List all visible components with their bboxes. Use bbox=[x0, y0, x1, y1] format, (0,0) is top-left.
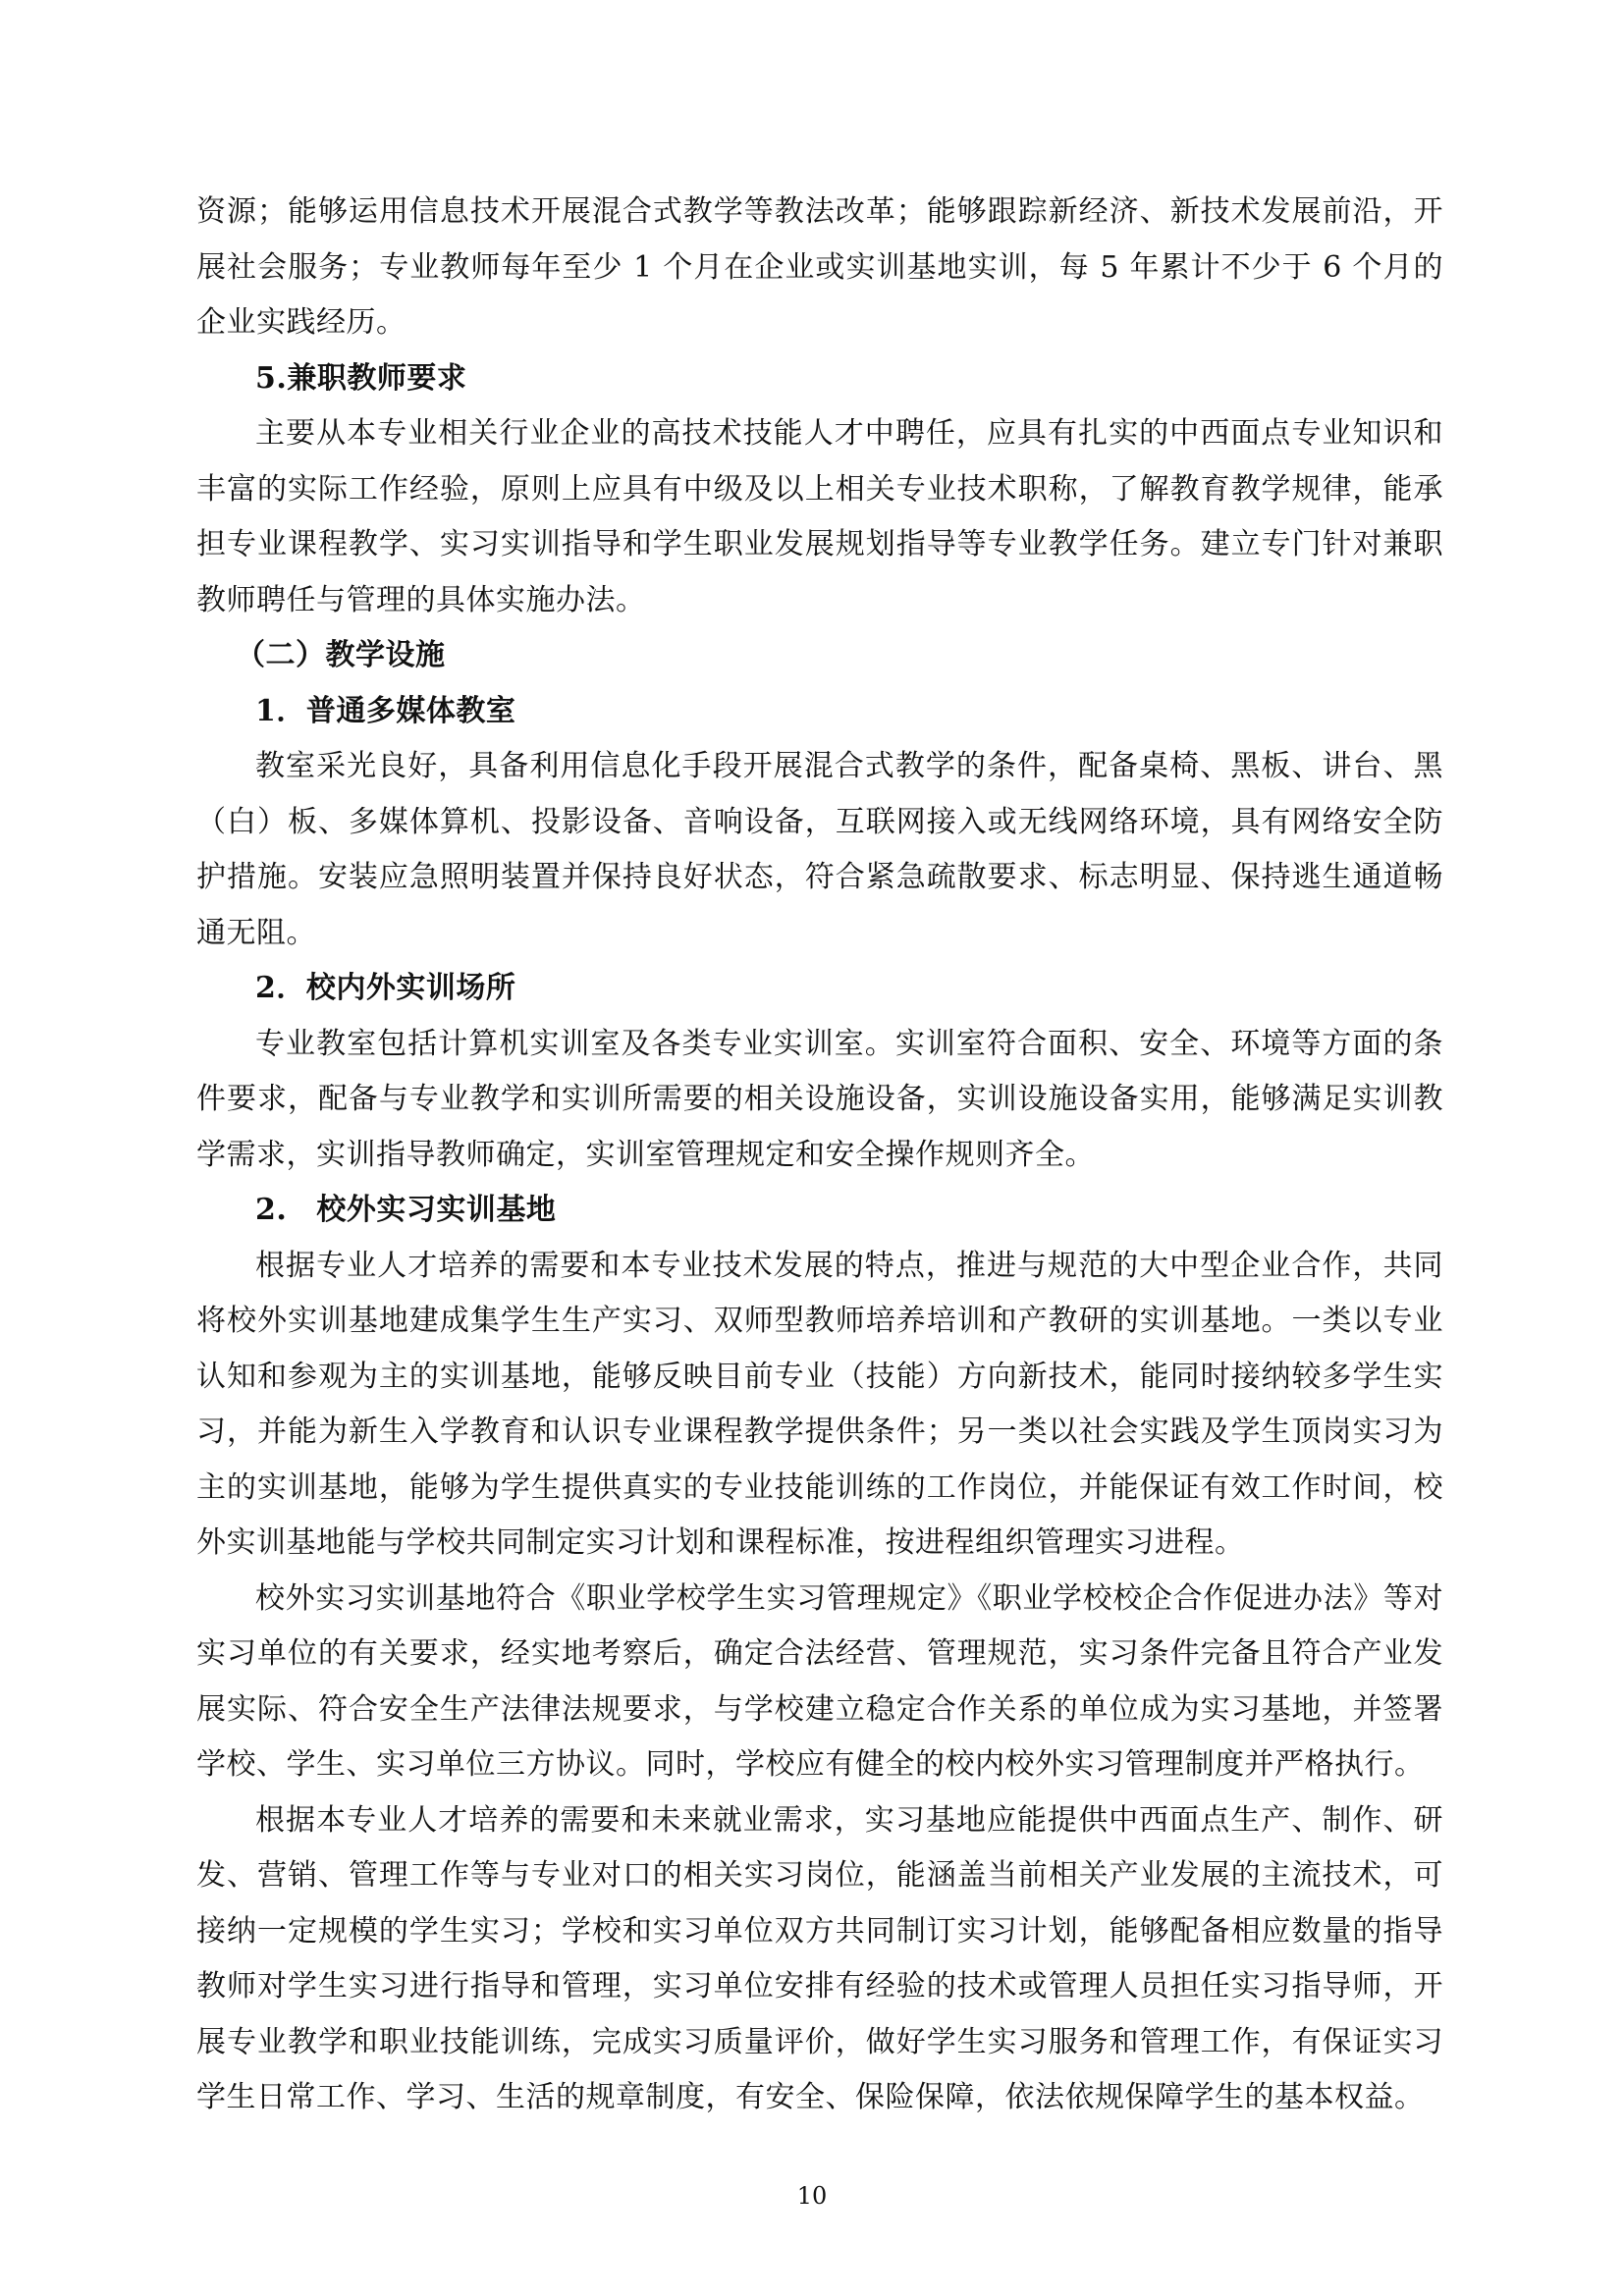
heading-training-sites-number: 2． bbox=[255, 971, 306, 1005]
paragraph-training-sites: 专业教室包括计算机实训室及各类专业实训室。实训室符合面积、安全、环境等方面的条件要求，配备与专业教学和实训所需要的相关设施设备，实训设施设备实用，能够满足实训教学需求，实训指导教师确定，实训室管理规定和安全操作规则齐全。 bbox=[196, 1026, 1443, 1172]
heading-teaching-facilities: （二）教学设施 bbox=[236, 638, 446, 672]
paragraph-offsite-bases-2: 校外实习实训基地符合《职业学校学生实习管理规定》《职业学校校企合作促进办法》等对实习单位的有关要求，经实地考察后，确定合法经营、管理规范，实习条件完备且符合产业发展实际、符合安全生产法律法规要求，与学校建立稳定合作关系的单位成为实习基地，并签署学校、学生、实习单位三方协议。同时，学校应有健全的校内校外实习管理制度并严格执行。 bbox=[196, 1580, 1443, 1782]
page-number: 10 bbox=[796, 2182, 828, 2210]
paragraph-multimedia-classroom: 教室采光良好，具备利用信息化手段开展混合式教学的条件，配备桌椅、黑板、讲台、黑（白）板、多媒体算机、投影设备、音响设备，互联网接入或无线网络环境，具有网络安全防护措施。安装应急照明装置并保持良好状态，符合紧急疏散要求、标志明显、保持逃生通道畅通无阻。 bbox=[196, 749, 1443, 950]
heading-part-time-teachers: 5.兼职教师要求 bbox=[255, 360, 467, 396]
heading-offsite-bases bbox=[196, 1183, 1443, 1239]
paragraph-continuation: 资源；能够运用信息技术开展混合式教学等教法改革；能够跟踪新经济、新技术发展前沿，开展社会服务；专业教师每年至少 1 个月在企业或实训基地实训，每 5 年累计不少于 6 个月的企业实践经历。 bbox=[196, 194, 1443, 340]
document-body bbox=[196, 185, 1443, 2126]
heading-offsite-bases-text: 校外实习实训基地 bbox=[316, 1193, 557, 1227]
heading-training-sites bbox=[196, 961, 1443, 1017]
heading-training-sites-text: 校内外实训场所 bbox=[305, 971, 516, 1005]
paragraph-offsite-bases-3: 根据本专业人才培养的需要和未来就业需求，实习基地应能提供中西面点生产、制作、研发、营销、管理工作等与专业对口的相关实习岗位，能涵盖当前相关产业发展的主流技术，可接纳一定规模的学生实习；学校和实习单位双方共同制订实习计划，能够配备相应数量的指导教师对学生实习进行指导和管理，实习单位安排有经验的技术或管理人员担任实习指导师，开展专业教学和职业技能训练，完成实习质量评价，做好学生实习服务和管理工作，有保证实习学生日常工作、学习、生活的规章制度，有安全、保险保障，依法依规保障学生的基本权益。 bbox=[196, 1802, 1443, 2114]
paragraph-part-time-teachers: 主要从本专业相关行业企业的高技术技能人才中聘任，应具有扎实的中西面点专业知识和丰富的实际工作经验，原则上应具有中级及以上相关专业技术职称，了解教育教学规律，能承担专业课程教学、实习实训指导和学生职业发展规划指导等专业教学任务。建立专门针对兼职教师聘任与管理的具体实施办法。 bbox=[196, 416, 1443, 617]
heading-offsite-bases-number: 2. bbox=[255, 1193, 288, 1227]
paragraph-offsite-bases-1: 根据专业人才培养的需要和本专业技术发展的特点，推进与规范的大中型企业合作，共同将校外实训基地建成集学生生产实习、双师型教师培养培训和产教研的实训基地。一类以专业认知和参观为主的实训基地，能够反映目前专业（技能）方向新技术，能同时接纳较多学生实习，并能为新生入学教育和认识专业课程教学提供条件；另一类以社会实践及学生顶岗实习为主的实训基地，能够为学生提供真实的专业技能训练的工作岗位，并能保证有效工作时间，校外实训基地能与学校共同制定实习计划和课程标准，按进程组织管理实习进程。 bbox=[196, 1248, 1443, 1560]
heading-multimedia-classroom: 1．普通多媒体教室 bbox=[255, 693, 516, 728]
